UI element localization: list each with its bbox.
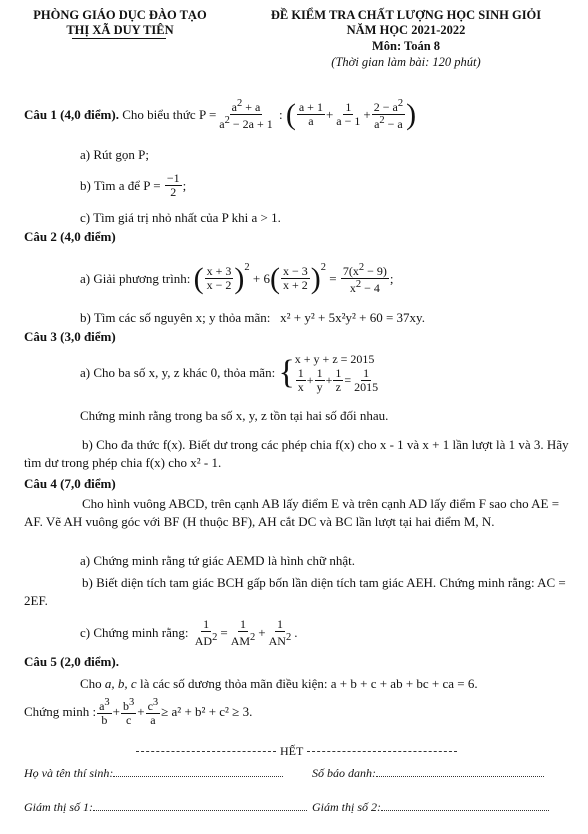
proctor2-label: Giám thị số 2: <box>312 800 381 814</box>
proctor1-field[interactable] <box>93 810 307 811</box>
candidate-number-label: Số báo danh: <box>312 766 376 780</box>
q1-b-denominator: 2 <box>170 185 177 200</box>
q5-statement <box>80 676 478 692</box>
q2-part-b-text: b) Tìm các số nguyên x; y thỏa mãn: <box>80 310 271 325</box>
department-name: PHÒNG GIÁO DỤC ĐÀO TẠO <box>33 8 207 22</box>
q5-prove: Chứng minh : $\frac{a^3}{b}$ + $\frac{b^3}{c}$ + $\frac{c^3}{a}$ ≥ a² + b² + c² ≥ 3. <box>24 697 253 728</box>
q1-part-c: c) Tìm giá trị nhỏ nhất của P khi a > 1. <box>80 210 281 225</box>
candidate-name-row <box>24 766 283 781</box>
proctor2-row <box>312 800 549 815</box>
proctor1-label: Giám thị số 1: <box>24 800 93 814</box>
end-dash-left <box>136 751 276 752</box>
q3-part-a: a) Cho ba số x, y, z khác 0, thỏa mãn: { x + y + z = 2015 $\frac{1}{x}$ + $\frac{1}{y}$ + $\frac{1}{z}$ = $\frac{1}{2015}$ <box>80 352 381 394</box>
q3-system <box>295 352 381 394</box>
exam-title: ĐỀ KIỂM TRA CHẤT LƯỢNG HỌC SINH GIỎI <box>270 8 542 22</box>
q3-system-eq2: $\frac{1}{x}$ + $\frac{1}{y}$ + $\frac{1}{z}$ = $\frac{1}{2015}$ <box>297 366 379 395</box>
q2-part-a-text: a) Giải phương trình: <box>80 270 191 286</box>
q1-part-b-text: b) Tìm a để P = <box>80 177 161 193</box>
q2-part-a: a) Giải phương trình: ( $\frac{x + 3}{x - 2}$ ) $^2$ + 6 ( $\frac{x - 3}{x + 2}$ ) $^2$ = $\frac{7(x^2 - 9)}{x^2 - 4}$ ; <box>80 261 394 296</box>
q3-system-eq1: x + y + z = 2015 <box>294 352 375 366</box>
q5-text-vars: a, b, c <box>104 676 137 691</box>
q1-part-a: a) Rút gọn P; <box>80 147 149 162</box>
candidate-name-field[interactable] <box>113 776 283 777</box>
q4-title: Câu 4 (7,0 điểm) <box>24 476 116 491</box>
proctor2-field[interactable] <box>381 810 549 811</box>
q4-part-a: a) Chứng minh rằng tứ giác AEMD là hình chữ nhật. <box>80 553 355 568</box>
q5-text-post: là các số dương thỏa mãn điều kiện: a + b + c + ab + bc + ca = 6. <box>136 676 478 691</box>
q1-intro: Cho biểu thức P = <box>122 106 217 122</box>
q5-text-pre: Cho <box>80 676 105 691</box>
q1-statement: Câu 1 (4,0 điểm). Cho biểu thức P = $\frac{a^2 + a}{a^2 - 2a + 1}$ : ( $\frac{a + 1}{a}$ + $\frac{1}{a - 1}$ + $\frac{2 - a^2}{a^2 - a}$ ) <box>24 97 417 132</box>
q5-prove-suffix: ≥ a² + b² + c² ≥ 3. <box>161 704 253 720</box>
q5-title: Câu 5 (2,0 điểm). <box>24 654 119 669</box>
school-year: NĂM HỌC 2021-2022 <box>346 23 466 37</box>
q2-title: Câu 2 (4,0 điểm) <box>24 229 116 244</box>
q1-part-b <box>80 172 186 199</box>
q1-b-suffix: ; <box>182 177 187 193</box>
end-marker <box>136 744 457 759</box>
q3-part-b: b) Cho đa thức f(x). Biết dư trong các phép chia f(x) cho x - 1 và x + 1 lần lượt là 1 và 3. Hãy tìm dư trong phép chia f(x) cho x² - 1. <box>24 437 569 470</box>
q1-expression-fraction1: $\frac{a^2 + a}{a^2 - 2a + 1}$ <box>219 98 273 132</box>
subject: Môn: Toán 8 <box>371 39 441 53</box>
q3-title: Câu 3 (3,0 điểm) <box>24 329 116 344</box>
q4-part-b: b) Biết diện tích tam giác BCH gấp bốn lần diện tích tam giác AEH. Chứng minh rằng: AC = 2EF. <box>24 575 566 608</box>
candidate-number-field[interactable] <box>376 776 544 777</box>
q4-statement: Cho hình vuông ABCD, trên cạnh AB lấy điểm E và trên cạnh AD lấy điểm F sao cho AE = AF. Vẽ AH vuông góc với BF (H thuộc BF), AH cắt DC và BC lần lượt tại hai điểm M, N. <box>24 496 560 529</box>
end-dash-right <box>307 751 457 752</box>
q1-b-numerator: −1 <box>166 171 180 185</box>
q2-part-b <box>80 310 425 326</box>
q3-part-a-conclusion: Chứng minh rằng trong ba số x, y, z tồn tại hai số đối nhau. <box>80 408 389 423</box>
q4-part-c-text: c) Chứng minh rằng: <box>80 625 189 641</box>
candidate-name-label: Họ và tên thí sinh: <box>24 766 114 780</box>
proctor1-row <box>24 800 307 815</box>
header-underline <box>72 38 166 39</box>
time-limit: (Thời gian làm bài: 120 phút) <box>331 55 481 69</box>
q2-part-b-equation: x² + y² + 5x²y² + 60 = 37xy. <box>280 310 425 325</box>
q5-prove-prefix: Chứng minh : <box>24 704 97 720</box>
district-name: THỊ XÃ DUY TIÊN <box>66 23 174 37</box>
q4-part-c: c) Chứng minh rằng: $\frac{1}{AD^2}$ = $\frac{1}{AM^2}$ + $\frac{1}{AN^2}$ . <box>80 617 298 649</box>
candidate-number-row <box>312 766 544 781</box>
q1-title: Câu 1 (4,0 điểm). <box>24 106 119 122</box>
end-text: HẾT <box>280 744 304 758</box>
q3-part-a-text: a) Cho ba số x, y, z khác 0, thỏa mãn: <box>80 365 276 381</box>
